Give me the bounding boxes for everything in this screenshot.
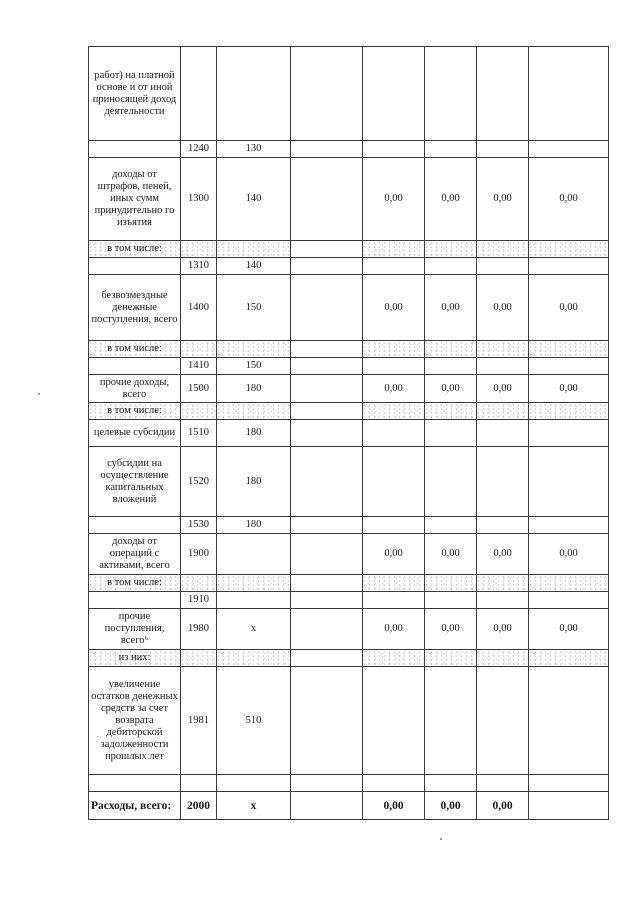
row-kosgu: 180 xyxy=(217,447,291,517)
row-name: в том числе: xyxy=(89,341,181,358)
row-value-1 xyxy=(363,403,425,420)
row-empty xyxy=(291,667,363,775)
row-kosgu: 180 xyxy=(217,375,291,403)
row-value-4 xyxy=(529,592,609,609)
row-value-2 xyxy=(425,258,477,275)
row-empty xyxy=(291,775,363,792)
row-empty xyxy=(291,341,363,358)
row-value-3: 0,00 xyxy=(477,609,529,650)
row-empty xyxy=(291,792,363,820)
row-name: Расходы, всего: xyxy=(89,792,181,820)
row-code: 2000 xyxy=(181,792,217,820)
row-code: 1981 xyxy=(181,667,217,775)
row-value-3 xyxy=(477,341,529,358)
row-empty xyxy=(291,275,363,341)
row-code: 1300 xyxy=(181,158,217,241)
row-value-1 xyxy=(363,517,425,534)
row-empty xyxy=(291,609,363,650)
row-name: из них: xyxy=(89,650,181,667)
row-empty xyxy=(291,650,363,667)
table-row xyxy=(89,667,609,775)
row-value-4 xyxy=(529,650,609,667)
row-value-3: 0,00 xyxy=(477,275,529,341)
row-name xyxy=(89,358,181,375)
row-empty xyxy=(291,47,363,141)
row-name xyxy=(89,258,181,275)
budget-table xyxy=(88,46,609,820)
row-kosgu: 180 xyxy=(217,420,291,447)
table-row xyxy=(89,517,609,534)
row-kosgu xyxy=(217,775,291,792)
row-empty xyxy=(291,141,363,158)
row-kosgu xyxy=(217,403,291,420)
row-code: 1310 xyxy=(181,258,217,275)
row-value-1 xyxy=(363,592,425,609)
row-value-3 xyxy=(477,650,529,667)
row-value-2: 0,00 xyxy=(425,534,477,575)
row-value-4 xyxy=(529,667,609,775)
row-kosgu xyxy=(217,534,291,575)
table-row xyxy=(89,158,609,241)
row-kosgu xyxy=(217,650,291,667)
table-row xyxy=(89,775,609,792)
row-value-3: 0,00 xyxy=(477,534,529,575)
row-value-3: 0,00 xyxy=(477,792,529,820)
row-value-4 xyxy=(529,358,609,375)
row-code: 1530 xyxy=(181,517,217,534)
table-row xyxy=(89,375,609,403)
row-code xyxy=(181,47,217,141)
table-row xyxy=(89,47,609,141)
table-row xyxy=(89,447,609,517)
row-value-3 xyxy=(477,241,529,258)
row-value-1 xyxy=(363,447,425,517)
table-row xyxy=(89,241,609,258)
row-name: работ) на платной основе и от иной приносящей доход деятельности xyxy=(89,47,181,141)
scan-speck xyxy=(440,838,442,840)
row-value-3: 0,00 xyxy=(477,158,529,241)
row-kosgu xyxy=(217,241,291,258)
row-code: 1400 xyxy=(181,275,217,341)
row-value-1 xyxy=(363,667,425,775)
scan-speck xyxy=(38,393,40,395)
row-value-4 xyxy=(529,447,609,517)
row-value-4: 0,00 xyxy=(529,534,609,575)
row-kosgu: 130 xyxy=(217,141,291,158)
table-row xyxy=(89,650,609,667)
row-name: в том числе: xyxy=(89,403,181,420)
row-code xyxy=(181,341,217,358)
row-value-1 xyxy=(363,341,425,358)
row-kosgu: 150 xyxy=(217,358,291,375)
row-value-2: 0,00 xyxy=(425,609,477,650)
row-code: 1510 xyxy=(181,420,217,447)
row-value-2 xyxy=(425,447,477,517)
row-code: 1500 xyxy=(181,375,217,403)
row-code: 1900 xyxy=(181,534,217,575)
row-value-1: 0,00 xyxy=(363,375,425,403)
row-value-3 xyxy=(477,258,529,275)
row-value-3 xyxy=(477,447,529,517)
row-value-2 xyxy=(425,141,477,158)
row-value-3 xyxy=(477,575,529,592)
row-value-2 xyxy=(425,517,477,534)
row-value-1: 0,00 xyxy=(363,609,425,650)
row-value-2 xyxy=(425,575,477,592)
row-kosgu: 510 xyxy=(217,667,291,775)
row-value-3 xyxy=(477,403,529,420)
row-code: 1910 xyxy=(181,592,217,609)
row-value-2 xyxy=(425,358,477,375)
row-kosgu xyxy=(217,575,291,592)
row-kosgu: 140 xyxy=(217,158,291,241)
row-empty xyxy=(291,420,363,447)
row-code xyxy=(181,775,217,792)
row-kosgu: х xyxy=(217,792,291,820)
row-value-1 xyxy=(363,420,425,447)
row-value-4: 0,00 xyxy=(529,375,609,403)
row-value-1 xyxy=(363,775,425,792)
row-value-4 xyxy=(529,241,609,258)
row-value-2: 0,00 xyxy=(425,375,477,403)
row-value-3 xyxy=(477,358,529,375)
row-kosgu: х xyxy=(217,609,291,650)
row-empty xyxy=(291,258,363,275)
table-row xyxy=(89,575,609,592)
table-row xyxy=(89,420,609,447)
row-name: субсидии на осуществление капитальных вложений xyxy=(89,447,181,517)
row-name: в том числе: xyxy=(89,575,181,592)
row-kosgu xyxy=(217,341,291,358)
row-kosgu: 180 xyxy=(217,517,291,534)
row-value-1 xyxy=(363,47,425,141)
row-empty xyxy=(291,158,363,241)
row-name: увеличение остатков денежных средств за счет возврата дебиторской задолженности прошлых лет xyxy=(89,667,181,775)
row-value-1: 0,00 xyxy=(363,534,425,575)
row-value-1: 0,00 xyxy=(363,792,425,820)
table-row xyxy=(89,258,609,275)
row-empty xyxy=(291,592,363,609)
row-value-4 xyxy=(529,775,609,792)
row-code xyxy=(181,403,217,420)
row-value-4 xyxy=(529,47,609,141)
table-row xyxy=(89,792,609,820)
row-value-2 xyxy=(425,420,477,447)
row-value-4 xyxy=(529,517,609,534)
row-name xyxy=(89,775,181,792)
row-kosgu: 140 xyxy=(217,258,291,275)
row-value-3 xyxy=(477,667,529,775)
row-empty xyxy=(291,575,363,592)
row-value-3 xyxy=(477,775,529,792)
table-row xyxy=(89,341,609,358)
row-value-2 xyxy=(425,241,477,258)
row-value-1 xyxy=(363,258,425,275)
row-kosgu: 150 xyxy=(217,275,291,341)
row-value-2: 0,00 xyxy=(425,792,477,820)
row-value-4 xyxy=(529,141,609,158)
row-value-2 xyxy=(425,667,477,775)
row-empty xyxy=(291,534,363,575)
table-row xyxy=(89,275,609,341)
row-value-4 xyxy=(529,575,609,592)
row-name xyxy=(89,517,181,534)
row-empty xyxy=(291,375,363,403)
row-name: прочие доходы, всего xyxy=(89,375,181,403)
row-value-1: 0,00 xyxy=(363,158,425,241)
row-code xyxy=(181,575,217,592)
row-name: прочие поступления, всего⁶ xyxy=(89,609,181,650)
row-value-1 xyxy=(363,650,425,667)
row-value-2: 0,00 xyxy=(425,158,477,241)
row-value-1 xyxy=(363,241,425,258)
row-value-3 xyxy=(477,141,529,158)
row-value-1: 0,00 xyxy=(363,275,425,341)
row-value-1 xyxy=(363,575,425,592)
table-row xyxy=(89,141,609,158)
row-value-3 xyxy=(477,47,529,141)
row-name: целевые субсидии xyxy=(89,420,181,447)
row-empty xyxy=(291,241,363,258)
table-row xyxy=(89,358,609,375)
row-value-4 xyxy=(529,403,609,420)
row-value-4: 0,00 xyxy=(529,275,609,341)
row-value-2 xyxy=(425,403,477,420)
row-code xyxy=(181,650,217,667)
row-kosgu xyxy=(217,47,291,141)
row-empty xyxy=(291,358,363,375)
row-name: доходы от штрафов, пеней, иных сумм принудительно го изъятия xyxy=(89,158,181,241)
row-value-4 xyxy=(529,341,609,358)
row-name: безвозмездные денежные поступления, всего xyxy=(89,275,181,341)
row-value-4: 0,00 xyxy=(529,609,609,650)
row-name xyxy=(89,141,181,158)
row-code: 1520 xyxy=(181,447,217,517)
row-value-3 xyxy=(477,420,529,447)
row-empty xyxy=(291,517,363,534)
row-empty xyxy=(291,447,363,517)
row-kosgu xyxy=(217,592,291,609)
table-row xyxy=(89,534,609,575)
row-code: 1240 xyxy=(181,141,217,158)
row-value-1 xyxy=(363,141,425,158)
row-name: в том числе: xyxy=(89,241,181,258)
row-value-2 xyxy=(425,650,477,667)
row-name: доходы от операций с активами, всего xyxy=(89,534,181,575)
row-code: 1980 xyxy=(181,609,217,650)
table-row xyxy=(89,403,609,420)
row-value-3 xyxy=(477,517,529,534)
row-value-2 xyxy=(425,341,477,358)
row-value-4 xyxy=(529,258,609,275)
row-value-4 xyxy=(529,420,609,447)
row-code: 1410 xyxy=(181,358,217,375)
row-value-4: 0,00 xyxy=(529,158,609,241)
row-value-2: 0,00 xyxy=(425,275,477,341)
table-row xyxy=(89,609,609,650)
row-value-4 xyxy=(529,792,609,820)
row-value-2 xyxy=(425,775,477,792)
row-value-1 xyxy=(363,358,425,375)
row-code xyxy=(181,241,217,258)
row-empty xyxy=(291,403,363,420)
row-name xyxy=(89,592,181,609)
row-value-3: 0,00 xyxy=(477,375,529,403)
row-value-2 xyxy=(425,47,477,141)
row-value-3 xyxy=(477,592,529,609)
table-row xyxy=(89,592,609,609)
row-value-2 xyxy=(425,592,477,609)
